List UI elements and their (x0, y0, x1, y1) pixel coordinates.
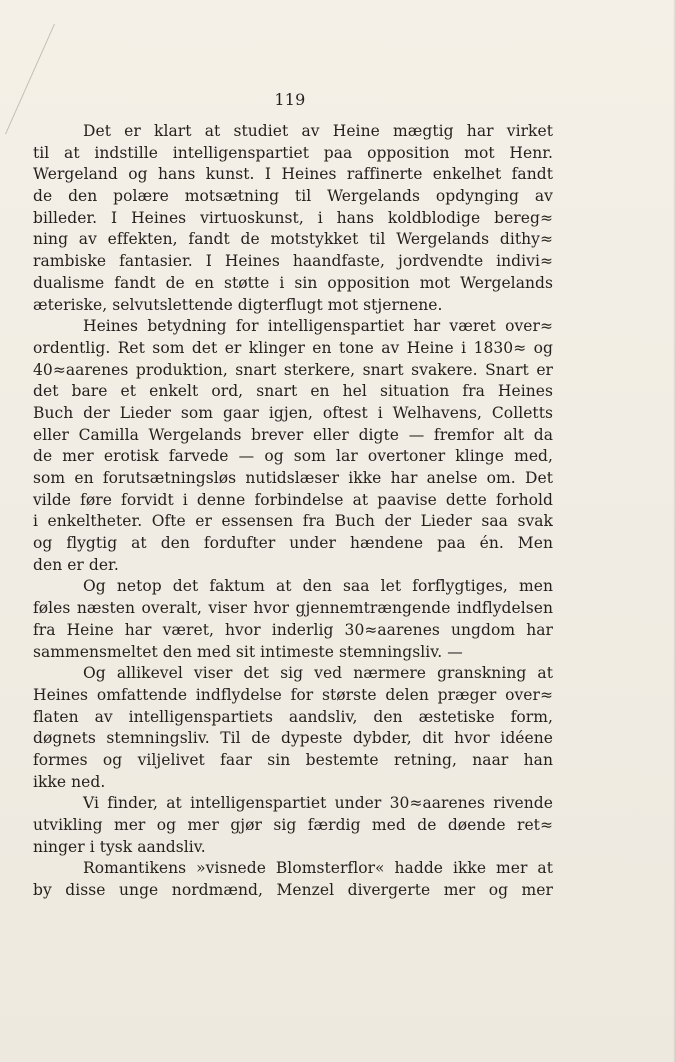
text-line: ikke ned. (33, 772, 106, 791)
text-line: Romantikens »visnede Blomsterflor« hadde ikke mer at (83, 859, 553, 878)
text-line: billeder. I Heines virtuoskunst, i hans koldblodige bereg≈ (33, 208, 553, 227)
text-line: ning av effekten, fandt de motstykket til Wergelands dithy≈ (33, 230, 553, 249)
text-line: de mer erotisk farvede — og som lar overtoner klinge med, (33, 447, 553, 466)
text-line: døgnets stemningsliv. Til de dypeste dybder, dit hvor idéene (33, 729, 553, 748)
text-line: Og allikevel viser det sig ved nærmere granskning at (83, 664, 553, 683)
text-line: 40≈aarenes produktion, snart sterkere, snart svakere. Snart er (33, 360, 553, 379)
text-line: Og netop det faktum at den saa let forflygtiges, men (83, 577, 553, 596)
paper-crease (0, 24, 55, 134)
text-line: formes og viljelivet faar sin bestemte retning, naar han (33, 750, 553, 769)
text-line: Wergeland og hans kunst. I Heines raffinerte enkelhet fandt (33, 165, 553, 184)
text-line: Buch der Lieder som gaar igjen, oftest i Welhavens, Colletts (33, 403, 553, 422)
text-line: by disse unge nordmænd, Menzel divergerte mer og mer (33, 881, 553, 900)
text-line: som en forutsætningsløs nutidslæser ikke har anelse om. Det (33, 469, 553, 487)
text-line: vilde føre forvidt i denne forbindelse at paavise dette forhold (33, 490, 553, 509)
text-line: flaten av intelligenspartiets aandsliv, den æstetiske form, (33, 707, 553, 726)
text-line: den er der. (33, 555, 119, 574)
text-line: Heines omfattende indflydelse for største delen præger over≈ (33, 685, 553, 704)
text-line: til at indstille intelligenspartiet paa opposition mot Henr. (33, 143, 553, 162)
text-line: utvikling mer og mer gjør sig færdig med de døende ret≈ (33, 816, 553, 834)
text-line: og flygtig at den fordufter under hændene paa én. Men (33, 534, 553, 553)
body-text (33, 121, 553, 902)
text-line: det bare et enkelt ord, snart en hel situation fra Heines (33, 382, 553, 401)
text-line: fra Heine har været, hvor inderlig 30≈aarenes ungdom har (33, 620, 553, 639)
text-line: dualisme fandt de en støtte i sin opposition mot Wergelands (33, 273, 553, 292)
text-line: ordentlig. Ret som det er klinger en tone av Heine i 1830≈ og (33, 338, 553, 357)
text-line: Heines betydning for intelligenspartiet har været over≈ (83, 317, 553, 336)
text-line: de den polære motsætning til Wergelands opdynging av (33, 187, 553, 206)
text-line: æteriske, selvutslettende digterflugt mot stjernene. (33, 295, 443, 314)
text-line: Det er klart at studiet av Heine mægtig har virket (83, 122, 553, 140)
text-line: eller Camilla Wergelands brever eller digte — fremfor alt da (33, 425, 553, 444)
text-line: ninger i tysk aandsliv. (33, 837, 206, 856)
text-line: i enkeltheter. Ofte er essensen fra Buch der Lieder saa svak (33, 512, 553, 531)
page-number: 119 (274, 90, 306, 109)
text-line: rambiske fantasier. I Heines haandfaste, jordvendte indivi≈ (33, 252, 553, 271)
text-line: Vi finder, at intelligenspartiet under 30≈aarenes rivende (83, 794, 553, 813)
text-line: føles næsten overalt, viser hvor gjennemtrængende indflydelsen (33, 599, 553, 618)
text-line: sammensmeltet den med sit intimeste stemningsliv. — (33, 642, 463, 661)
